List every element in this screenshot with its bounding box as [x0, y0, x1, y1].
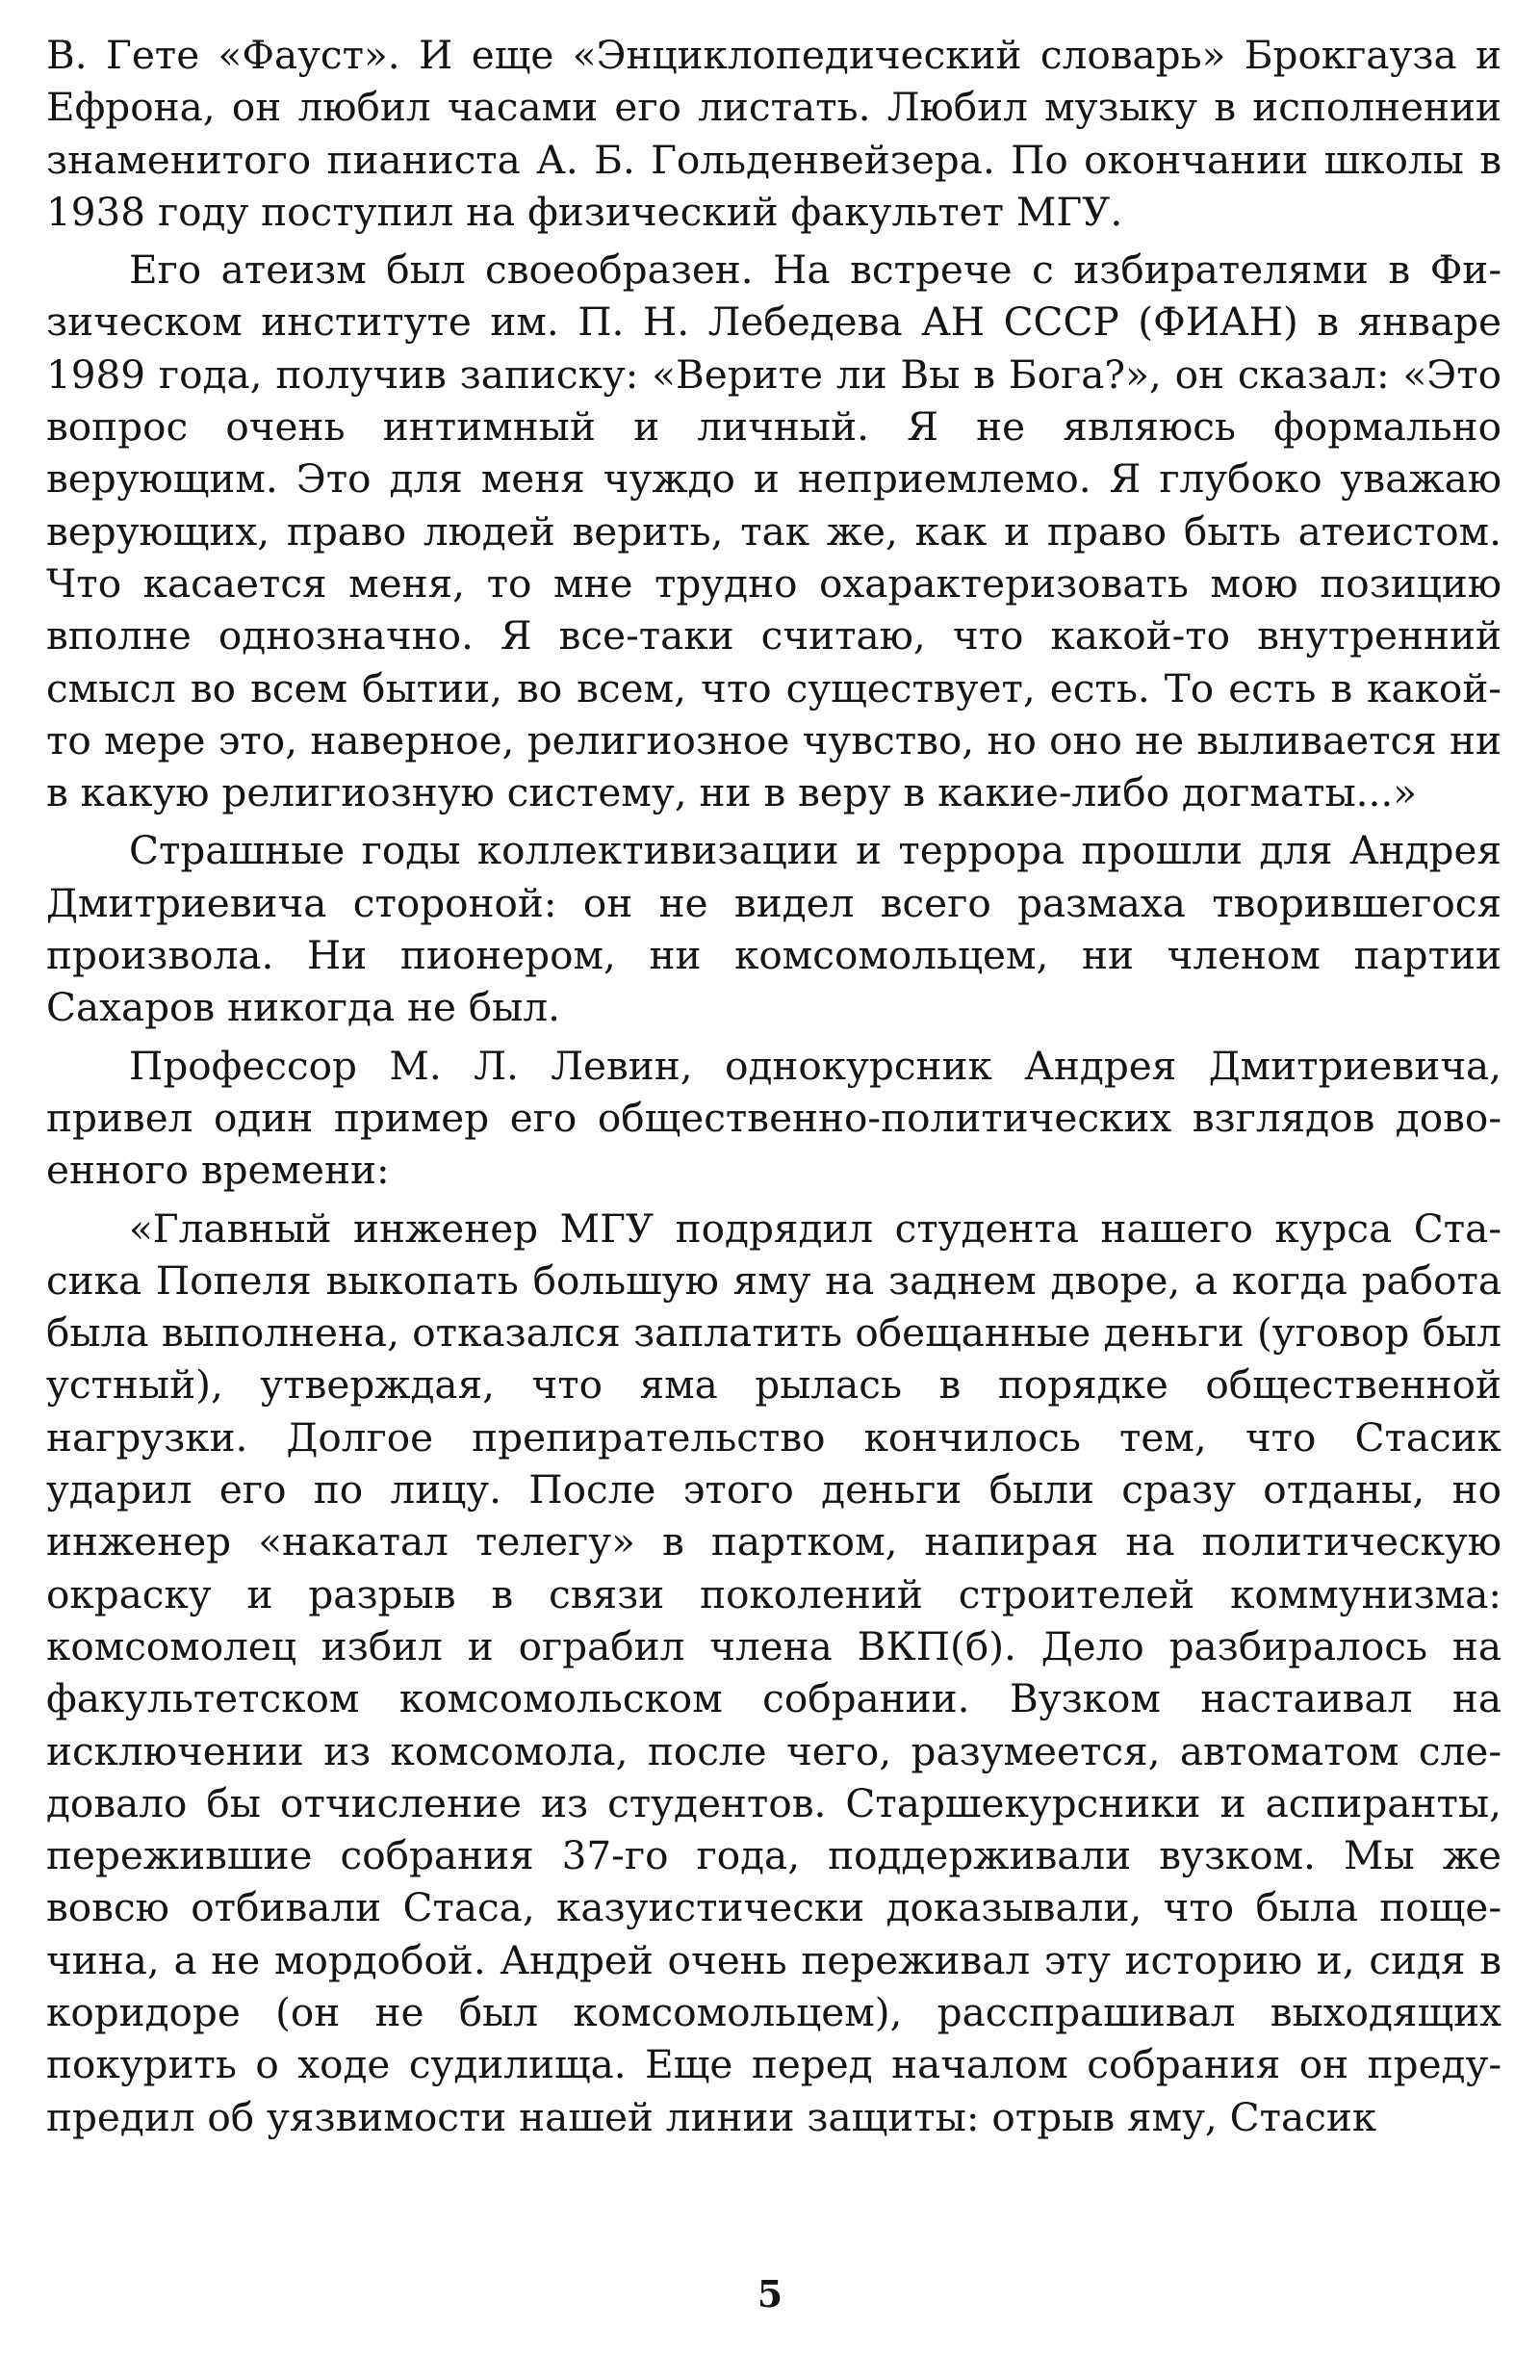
paragraph-goethe-faust: В. Гете «Фауст». И еще «Энциклопедический словарь» Брокгауза и Ефрона, он любил часами его листать. Любил музыку в исполнении знаменитого пианиста А. Б. Гольденвейзера. По окончании школы в 1938 году поступил на физический факультет МГУ.: [46, 32, 1502, 235]
page-body: [46, 29, 1502, 2149]
paragraph-levin-quote: «Главный инженер МГУ подрядил студента нашего курса Стасика Попеля выкопать большую яму на заднем дворе, а когда работа была выполнена, отказался заплатить обещанные деньги (уговор был устный), утверждая, что яма рылась в порядке общественной нагрузки. Долгое препирательство кончилось тем, что Стасик ударил его по лицу. После этого деньги были сразу отданы, но инженер «накатал телегу» в партком, напирая на политическую окраску и разрыв в связи поколений строителей коммунизма: комсомолец избил и ограбил члена ВКП(б). Дело разбиралось на факультетском комсомольском собрании. Вузком настаивал на исключении из комсомола, после чего, разумеется, автоматом следовало бы отчисление из студентов. Старшекурсники и аспиранты, пережившие собрания 37-го года, поддерживали вузком. Мы же вовсю отбивали Стаса, казуистически доказывали, что была пощечина, а не мордобой. Андрей очень переживал эту историю и, сидя в коридоре (он не был комсомольцем), расспрашивал выходящих покурить о ходе судилища. Еще перед началом собрания он предупредил об уязвимости нашей линии защиты: отрыв яму, Стасик: [46, 1204, 1502, 2140]
paragraph-atheism: Его атеизм был своеобразен. На встрече с избирателями в Физическом институте им. П. Н. Лебедева АН СССР (ФИАН) в январе 1989 года, получив записку: «Верите ли Вы в Бога?», он сказал: «Это вопрос очень интимный и личный. Я не являюсь формально верующим. Это для меня чуждо и неприемлемо. Я глубоко уважаю верующих, право людей верить, так же, как и право быть атеистом. Что касается меня, то мне трудно охарактеризовать мою позицию вполне однозначно. Я все-таки считаю, что какой-то внутренний смысл во всем бытии, во всем, что существует, есть. То есть в какой-то мере это, наверное, религиозное чувство, но оно не выливается ни в какую религиозную систему, ни в веру в какие-либо догматы...»: [46, 246, 1502, 816]
paragraph-levin-intro: Профессор М. Л. Левин, однокурсник Андрея Дмитриевича, привел один пример его общественно-политических взглядов довоенного времени:: [46, 1042, 1502, 1194]
paragraph-terror-years: Страшные годы коллективизации и террора прошли для Андрея Дмитриевича стороной: он не видел всего размаха творившегося произвола. Ни пионером, ни комсомольцем, ни членом партии Сахаров никогда не был.: [46, 827, 1502, 1031]
page-number: 5: [757, 2272, 783, 2315]
